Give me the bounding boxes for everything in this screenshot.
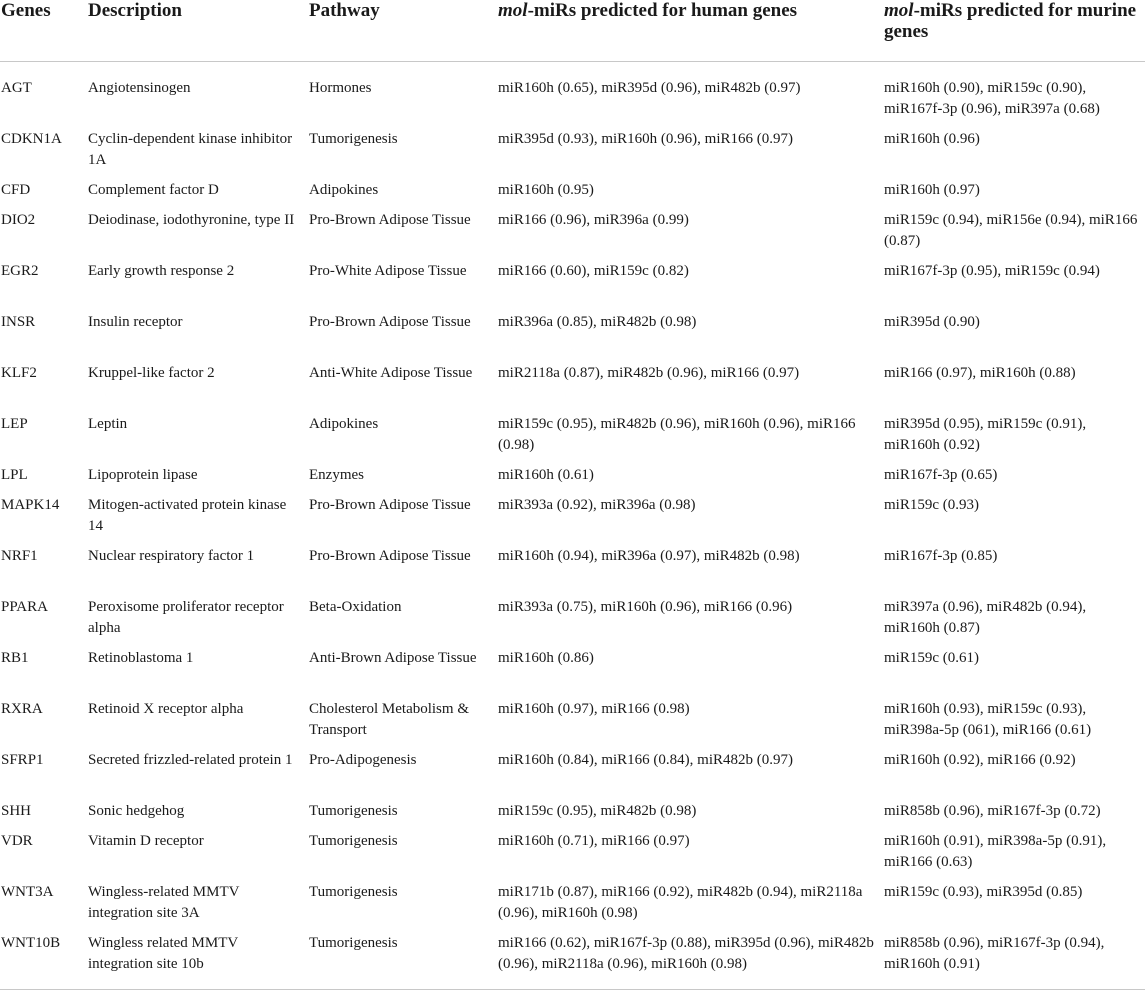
pathway-cell: Pro-Brown Adipose Tissue <box>309 497 471 513</box>
table-row <box>0 62 1145 130</box>
human-mirs-cell: miR396a (0.85), miR482b (0.98) <box>498 314 697 330</box>
description-cell: Nuclear respiratory factor 1 <box>88 548 255 564</box>
header-pathway: Pathway <box>308 0 497 62</box>
human-mirs-cell: miR160h (0.97), miR166 (0.98) <box>498 701 690 717</box>
table-row <box>0 465 1145 495</box>
human-mirs-cell: miR393a (0.92), miR396a (0.98) <box>498 497 696 513</box>
description-cell: Cyclin-dependent kinase inhibitor 1A <box>88 131 293 168</box>
murine-mirs-cell: miR159c (0.93), miR395d (0.85) <box>884 884 1083 900</box>
gene-cell: LPL <box>1 467 28 483</box>
description-cell: Retinoblastoma 1 <box>88 650 194 666</box>
table-row <box>0 546 1145 597</box>
table-row <box>0 699 1145 750</box>
pathway-cell: Tumorigenesis <box>309 131 398 147</box>
description-cell: Mitogen-activated protein kinase 14 <box>88 497 287 534</box>
description-cell: Kruppel-like factor 2 <box>88 365 215 381</box>
gene-cell: PPARA <box>1 599 48 615</box>
table-row <box>0 933 1145 990</box>
pathway-cell: Tumorigenesis <box>309 833 398 849</box>
human-mirs-cell: miR159c (0.95), miR482b (0.98) <box>498 803 697 819</box>
description-cell: Early growth response 2 <box>88 263 235 279</box>
gene-cell: DIO2 <box>1 212 36 228</box>
human-mirs-cell: miR166 (0.62), miR167f-3p (0.88), miR395d (0.96), miR482b (0.96), miR2118a (0.96), miR160h (0.98) <box>497 933 883 990</box>
table-row <box>0 129 1145 180</box>
header-genes: Genes <box>0 0 87 62</box>
table-row <box>0 750 1145 801</box>
description-cell: Angiotensinogen <box>88 80 191 96</box>
gene-cell: RXRA <box>1 701 43 717</box>
pathway-cell: Tumorigenesis <box>309 884 398 900</box>
table-row <box>0 831 1145 882</box>
description-cell: Lipoprotein lipase <box>88 467 198 483</box>
pathway-cell: Pro-Brown Adipose Tissue <box>309 212 471 228</box>
description-cell: Complement factor D <box>88 182 219 198</box>
murine-mirs-cell: miR858b (0.96), miR167f-3p (0.72) <box>884 803 1101 819</box>
pathway-cell: Enzymes <box>309 467 364 483</box>
table-header <box>0 0 1145 62</box>
table-row <box>0 180 1145 210</box>
description-cell: Deiodinase, iodothyronine, type II <box>88 212 295 228</box>
human-mirs-cell: miR160h (0.95) <box>498 182 594 198</box>
pathway-cell: Pro-Brown Adipose Tissue <box>309 314 471 330</box>
description-cell: Sonic hedgehog <box>88 803 185 819</box>
murine-mirs-cell: miR395d (0.95), miR159c (0.91), miR160h (0.92) <box>884 416 1087 453</box>
pathway-cell: Pro-Adipogenesis <box>309 752 417 768</box>
description-cell: Wingless related MMTV integration site 10b <box>87 933 308 990</box>
murine-mirs-cell: miR160h (0.93), miR159c (0.93), miR398a-5p (061), miR166 (0.61) <box>884 701 1092 738</box>
header-row <box>0 0 1145 62</box>
table-row <box>0 261 1145 312</box>
gene-cell: NRF1 <box>1 548 38 564</box>
table-body <box>0 62 1145 990</box>
table-row <box>0 648 1145 699</box>
header-human-rest: -miRs predicted for human genes <box>527 0 798 21</box>
murine-mirs-cell: miR167f-3p (0.65) <box>884 467 998 483</box>
murine-mirs-cell: miR160h (0.90), miR159c (0.90), miR167f-3p (0.96), miR397a (0.68) <box>884 80 1100 117</box>
pathway-cell: Pro-Brown Adipose Tissue <box>309 548 471 564</box>
gene-cell: SFRP1 <box>1 752 44 768</box>
pathway-cell: Adipokines <box>309 416 379 432</box>
gene-cell: AGT <box>1 80 32 96</box>
human-mirs-cell: miR395d (0.93), miR160h (0.96), miR166 (0.97) <box>498 131 793 147</box>
gene-cell: KLF2 <box>1 365 37 381</box>
header-murine-mol: mol <box>884 0 914 21</box>
murine-mirs-cell: miR397a (0.96), miR482b (0.94), miR160h (0.87) <box>884 599 1087 636</box>
gene-cell: WNT10B <box>0 933 87 990</box>
header-human-mirs <box>497 0 883 62</box>
murine-mirs-cell: miR160h (0.91), miR398a-5p (0.91), miR166 (0.63) <box>884 833 1107 870</box>
murine-mirs-cell: miR160h (0.92), miR166 (0.92) <box>884 752 1076 768</box>
human-mirs-cell: miR160h (0.94), miR396a (0.97), miR482b (0.98) <box>498 548 800 564</box>
description-cell: Vitamin D receptor <box>88 833 204 849</box>
human-mirs-cell: miR171b (0.87), miR166 (0.92), miR482b (0.94), miR2118a (0.96), miR160h (0.98) <box>498 884 863 921</box>
gene-cell: LEP <box>1 416 28 432</box>
description-cell: Insulin receptor <box>88 314 183 330</box>
table-row <box>0 363 1145 414</box>
gene-cell: WNT3A <box>1 884 54 900</box>
table-row <box>0 414 1145 465</box>
murine-mirs-cell: miR160h (0.97) <box>884 182 980 198</box>
pathway-cell: Hormones <box>309 80 372 96</box>
pathway-cell: Anti-Brown Adipose Tissue <box>309 650 477 666</box>
pathway-cell: Adipokines <box>309 182 379 198</box>
gene-cell: CFD <box>1 182 31 198</box>
pathway-cell: Tumorigenesis <box>309 803 398 819</box>
pathway-cell: Cholesterol Metabolism & Transport <box>309 701 469 738</box>
murine-mirs-cell: miR159c (0.94), miR156e (0.94), miR166 (0.87) <box>884 212 1138 249</box>
murine-mirs-cell: miR160h (0.96) <box>884 131 980 147</box>
human-mirs-cell: miR160h (0.86) <box>498 650 594 666</box>
murine-mirs-cell: miR167f-3p (0.85) <box>884 548 998 564</box>
description-cell: Retinoid X receptor alpha <box>88 701 244 717</box>
human-mirs-cell: miR2118a (0.87), miR482b (0.96), miR166 (0.97) <box>498 365 800 381</box>
human-mirs-cell: miR160h (0.84), miR166 (0.84), miR482b (0.97) <box>498 752 793 768</box>
header-description: Description <box>87 0 308 62</box>
pathway-cell: Beta-Oxidation <box>309 599 402 615</box>
pathway-cell: Tumorigenesis <box>308 933 497 990</box>
murine-mirs-cell: miR166 (0.97), miR160h (0.88) <box>884 365 1076 381</box>
murine-mirs-cell: miR395d (0.90) <box>884 314 980 330</box>
gene-cell: MAPK14 <box>1 497 60 513</box>
murine-mirs-cell: miR858b (0.96), miR167f-3p (0.94), miR160h (0.91) <box>883 933 1145 990</box>
header-human-mol: mol <box>498 0 528 21</box>
table-row <box>0 210 1145 261</box>
human-mirs-cell: miR160h (0.65), miR395d (0.96), miR482b (0.97) <box>498 80 801 96</box>
murine-mirs-cell: miR159c (0.61) <box>884 650 979 666</box>
human-mirs-cell: miR166 (0.60), miR159c (0.82) <box>498 263 689 279</box>
pathway-cell: Anti-White Adipose Tissue <box>309 365 473 381</box>
description-cell: Wingless-related MMTV integration site 3A <box>88 884 240 921</box>
table-row <box>0 801 1145 831</box>
table-row <box>0 495 1145 546</box>
table-row <box>0 882 1145 933</box>
human-mirs-cell: miR159c (0.95), miR482b (0.96), miR160h (0.96), miR166 (0.98) <box>498 416 856 453</box>
gene-cell: INSR <box>1 314 36 330</box>
gene-cell: VDR <box>1 833 33 849</box>
gene-cell: EGR2 <box>1 263 39 279</box>
murine-mirs-cell: miR159c (0.93) <box>884 497 979 513</box>
gene-cell: CDKN1A <box>1 131 62 147</box>
human-mirs-cell: miR160h (0.61) <box>498 467 594 483</box>
human-mirs-cell: miR166 (0.96), miR396a (0.99) <box>498 212 689 228</box>
table-row <box>0 312 1145 363</box>
pathway-cell: Pro-White Adipose Tissue <box>309 263 467 279</box>
description-cell: Peroxisome proliferator receptor alpha <box>88 599 284 636</box>
header-murine-rest: -miRs predicted for murine genes <box>884 0 1137 42</box>
description-cell: Leptin <box>88 416 128 432</box>
human-mirs-cell: miR393a (0.75), miR160h (0.96), miR166 (0.96) <box>498 599 793 615</box>
description-cell: Secreted frizzled-related protein 1 <box>88 752 293 768</box>
gene-cell: RB1 <box>1 650 29 666</box>
gene-cell: SHH <box>1 803 32 819</box>
murine-mirs-cell: miR167f-3p (0.95), miR159c (0.94) <box>884 263 1100 279</box>
human-mirs-cell: miR160h (0.71), miR166 (0.97) <box>498 833 690 849</box>
header-murine-mirs <box>883 0 1145 62</box>
table-row <box>0 597 1145 648</box>
